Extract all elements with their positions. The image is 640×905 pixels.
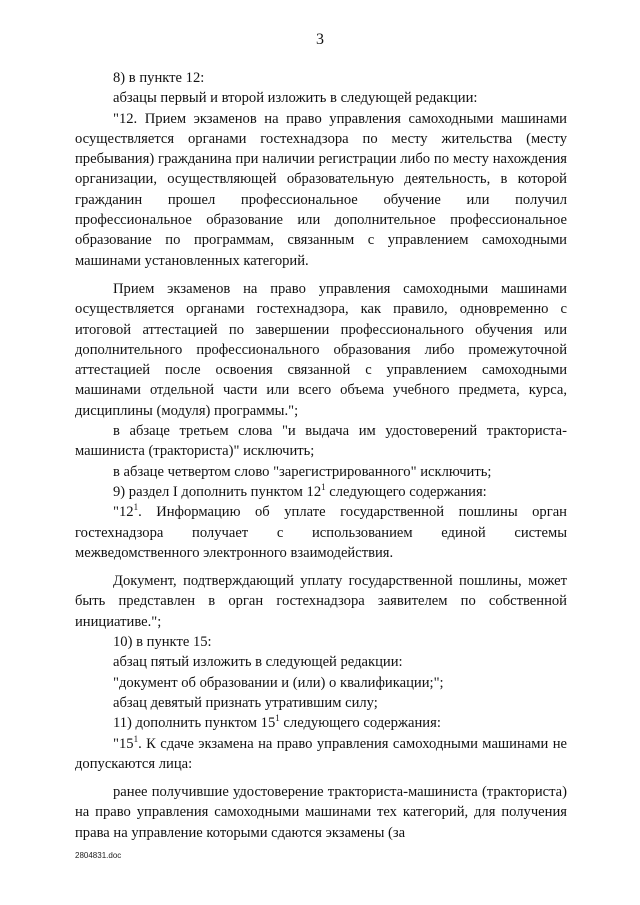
paragraph-text: "12 <box>113 504 134 521</box>
paragraph: 10) в пункте 15: <box>113 634 212 651</box>
paragraph: в абзаце четвертом слово "зарегистрированного" исключить; <box>113 463 492 480</box>
paragraph: 8) в пункте 12: <box>113 70 205 86</box>
paragraph: "12. Прием экзаменов на право управления самоходными машинами осуществляется органами гостехнадзора по месту жительства (месту пребывания) гражданина при наличии регистрации либо по месту нахождения организации, осуществляющей образовательную деятельность, в которой гражданин прошел профессиональное обучение или получил профессиональное образование или дополнительное профессиональное образование по программам, связанным с управлением самоходными машинами установленных категорий. <box>75 110 567 269</box>
document-body <box>75 68 567 843</box>
paragraph-text: следующего содержания: <box>279 715 441 732</box>
paragraph-text: "15 <box>113 735 134 752</box>
paragraph-text: 11) дополнить пунктом 15 <box>113 715 276 732</box>
superscript: 1 <box>133 733 139 744</box>
paragraph: абзац девятый признать утратившим силу; <box>113 694 378 711</box>
paragraph: ранее получившие удостоверение тракториста-машиниста (тракториста) на право управления самоходными машинами тех категорий, для получения права на управление которыми сдаются экзамены (за <box>75 784 567 841</box>
paragraph-text: следующего содержания: <box>325 483 487 500</box>
superscript: 1 <box>275 713 280 724</box>
paragraph: в абзаце третьем слова "и выдача им удостоверений тракториста-машиниста (тракториста)" исключить; <box>75 423 567 460</box>
paragraph: абзацы первый и второй изложить в следующей редакции: <box>113 90 478 107</box>
paragraph-text: 9) раздел I дополнить пунктом 12 <box>113 483 322 500</box>
paragraph-text: . Информацию об уплате государственной пошлины орган гостехнадзора получает с использованием единой системы межведомственного электронного взаимодействия. <box>75 504 567 561</box>
paragraph <box>75 713 567 733</box>
paragraph-text: . К сдаче экзамена на право управления самоходными машинами не допускаются лица: <box>75 735 567 772</box>
paragraph: Прием экзаменов на право управления самоходными машинами осуществляется органами гостехнадзора, как правило, одновременно с итоговой аттестацией по завершении профессионального обучения или дополнительного профессионального образования либо промежуточной аттестацией после освоения связанной с управлением самоходными машинами отдельной части или всего объема учебного предмета, курса, дисциплины (модуля) программы."; <box>75 280 567 419</box>
paragraph: "документ об образовании и (или) о квалификации;"; <box>113 674 444 691</box>
paragraph <box>75 502 567 563</box>
paragraph <box>75 734 567 775</box>
superscript: 1 <box>321 482 326 493</box>
paragraph: абзац пятый изложить в следующей редакции: <box>113 654 403 671</box>
superscript: 1 <box>133 502 139 513</box>
paragraph <box>75 482 567 502</box>
paragraph: Документ, подтверждающий уплату государственной пошлины, может быть представлен в орган гостехнадзора заявителем по собственной инициативе."; <box>75 573 567 630</box>
page-number: 3 <box>316 31 324 48</box>
document-file-code: 2804831.doc <box>75 851 122 860</box>
